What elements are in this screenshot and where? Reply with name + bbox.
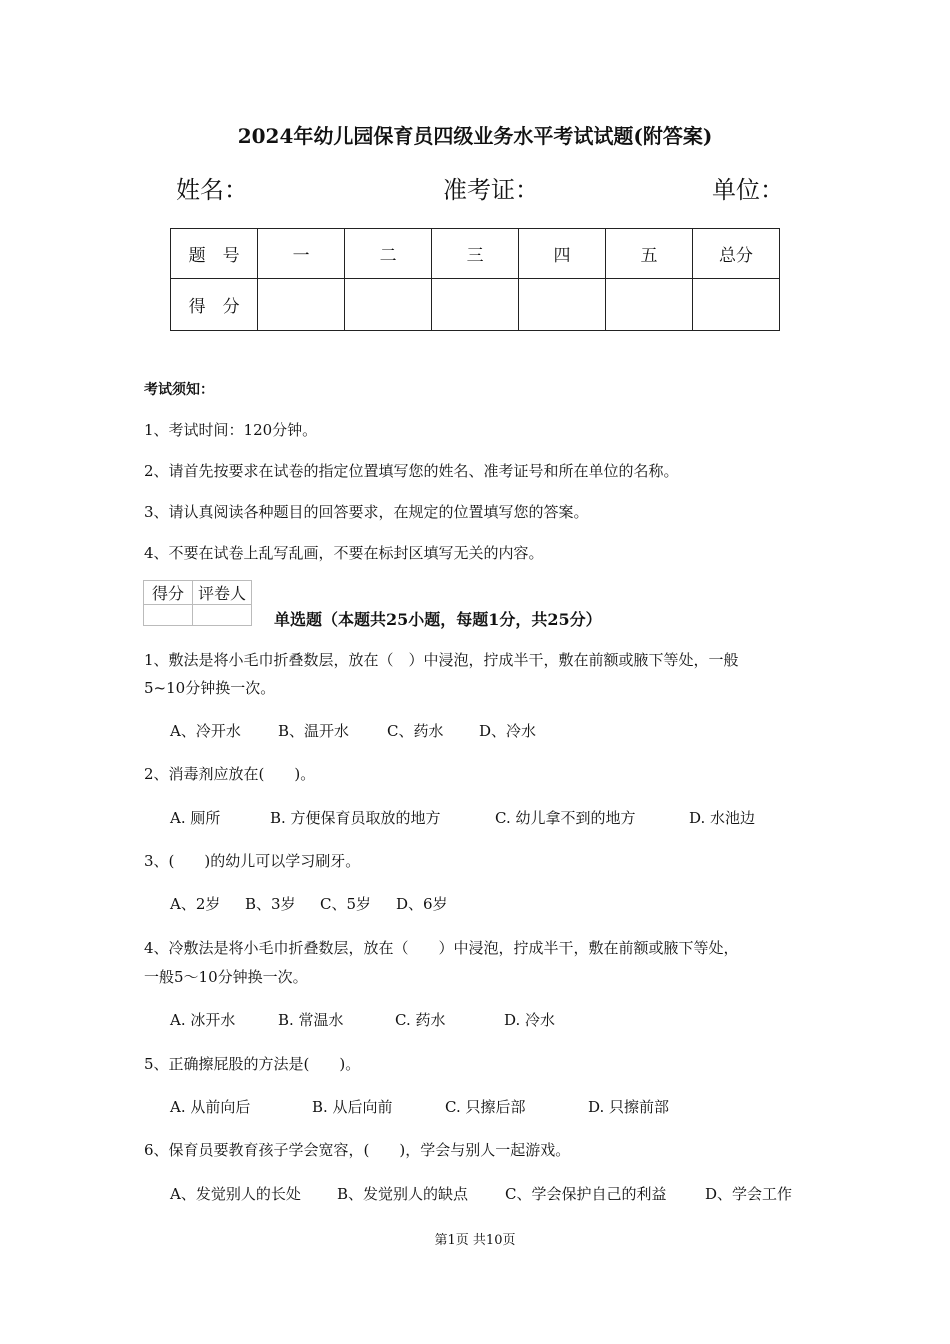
option[interactable]: C. 药水 xyxy=(395,1011,446,1029)
option[interactable]: D. 水池边 xyxy=(689,809,756,827)
option[interactable]: C、学会保护自己的利益 xyxy=(505,1185,667,1203)
grader-box xyxy=(143,580,252,626)
notice-heading: 考试须知： xyxy=(144,382,214,398)
question-stem: 3、( )的幼儿可以学习刷牙。 xyxy=(144,852,361,870)
score-cell[interactable] xyxy=(692,279,779,331)
score-table-header-row xyxy=(171,229,780,279)
question-stem: 2、消毒剂应放在( )。 xyxy=(144,765,316,783)
grader-score-cell[interactable] xyxy=(144,605,193,626)
grader-reviewer-label: 评卷人 xyxy=(193,581,252,605)
notice-item: 4、不要在试卷上乱写乱画，不要在标封区填写无关的内容。 xyxy=(144,544,544,562)
header-cell: 一 xyxy=(258,229,345,279)
header-cell: 三 xyxy=(432,229,519,279)
option[interactable]: D、冷水 xyxy=(479,722,537,740)
option[interactable]: B. 常温水 xyxy=(278,1011,344,1029)
question-stem: 6、保育员要教育孩子学会宽容，( )，学会与别人一起游戏。 xyxy=(144,1141,571,1159)
page-footer: 第1页 共10页 xyxy=(434,1233,516,1248)
option[interactable]: B、温开水 xyxy=(278,722,350,740)
page-title: 2024年幼儿园保育员四级业务水平考试试题(附答案) xyxy=(237,124,713,148)
option[interactable]: D、6岁 xyxy=(396,895,448,913)
score-table-score-row xyxy=(171,279,780,331)
notice-item: 1、考试时间：120分钟。 xyxy=(144,421,318,439)
score-cell[interactable] xyxy=(345,279,432,331)
notice-item: 2、请首先按要求在试卷的指定位置填写您的姓名、准考证号和所在单位的名称。 xyxy=(144,462,679,480)
option[interactable]: C、药水 xyxy=(387,722,444,740)
option[interactable]: A. 冰开水 xyxy=(170,1011,236,1029)
option[interactable]: B. 从后向前 xyxy=(312,1098,393,1116)
notice-item: 3、请认真阅读各种题目的回答要求，在规定的位置填写您的答案。 xyxy=(144,503,589,521)
header-cell: 四 xyxy=(519,229,606,279)
score-cell[interactable] xyxy=(258,279,345,331)
score-cell[interactable] xyxy=(606,279,693,331)
exam-number-field-label: 准考证： xyxy=(443,176,539,204)
option[interactable]: A、发觉别人的长处 xyxy=(170,1185,301,1203)
grader-reviewer-cell[interactable] xyxy=(193,605,252,626)
name-field-label: 姓名： xyxy=(176,176,248,204)
option[interactable]: C. 幼儿拿不到的地方 xyxy=(495,809,636,827)
header-cell: 总分 xyxy=(692,229,779,279)
option[interactable]: B、3岁 xyxy=(245,895,296,913)
section-title: 单选题（本题共25小题，每题1分，共25分） xyxy=(274,610,602,629)
option[interactable]: D. 只擦前部 xyxy=(588,1098,670,1116)
option[interactable]: D. 冷水 xyxy=(504,1011,556,1029)
option[interactable]: B. 方便保育员取放的地方 xyxy=(270,809,441,827)
option[interactable]: B、发觉别人的缺点 xyxy=(337,1185,469,1203)
option[interactable]: A、2岁 xyxy=(170,895,221,913)
option[interactable]: C. 只擦后部 xyxy=(445,1098,526,1116)
option[interactable]: A、冷开水 xyxy=(170,722,241,740)
option[interactable]: C、5岁 xyxy=(320,895,372,913)
option[interactable]: A. 厕所 xyxy=(170,809,221,827)
header-cell: 二 xyxy=(345,229,432,279)
question-stem: 1、敷法是将小毛巾折叠数层，放在（ ）中浸泡，拧成半干，敷在前额或腋下等处，一般 xyxy=(144,651,739,669)
score-table xyxy=(170,228,780,331)
option[interactable]: D、学会工作 xyxy=(705,1185,793,1203)
score-cell[interactable] xyxy=(519,279,606,331)
option[interactable]: A. 从前向后 xyxy=(170,1098,251,1116)
header-cell: 题 号 xyxy=(171,229,258,279)
question-stem-continued: 一般5～10分钟换一次。 xyxy=(144,968,308,986)
score-cell[interactable] xyxy=(432,279,519,331)
unit-field-label: 单位： xyxy=(712,176,784,204)
header-cell: 五 xyxy=(606,229,693,279)
row-label-cell: 得 分 xyxy=(171,279,258,331)
question-stem-continued: 5~10分钟换一次。 xyxy=(144,679,276,697)
grader-score-label: 得分 xyxy=(144,581,193,605)
question-stem: 4、冷敷法是将小毛巾折叠数层，放在（ ）中浸泡，拧成半干，敷在前额或腋下等处， xyxy=(144,939,739,957)
question-stem: 5、正确擦屁股的方法是( )。 xyxy=(144,1055,361,1073)
